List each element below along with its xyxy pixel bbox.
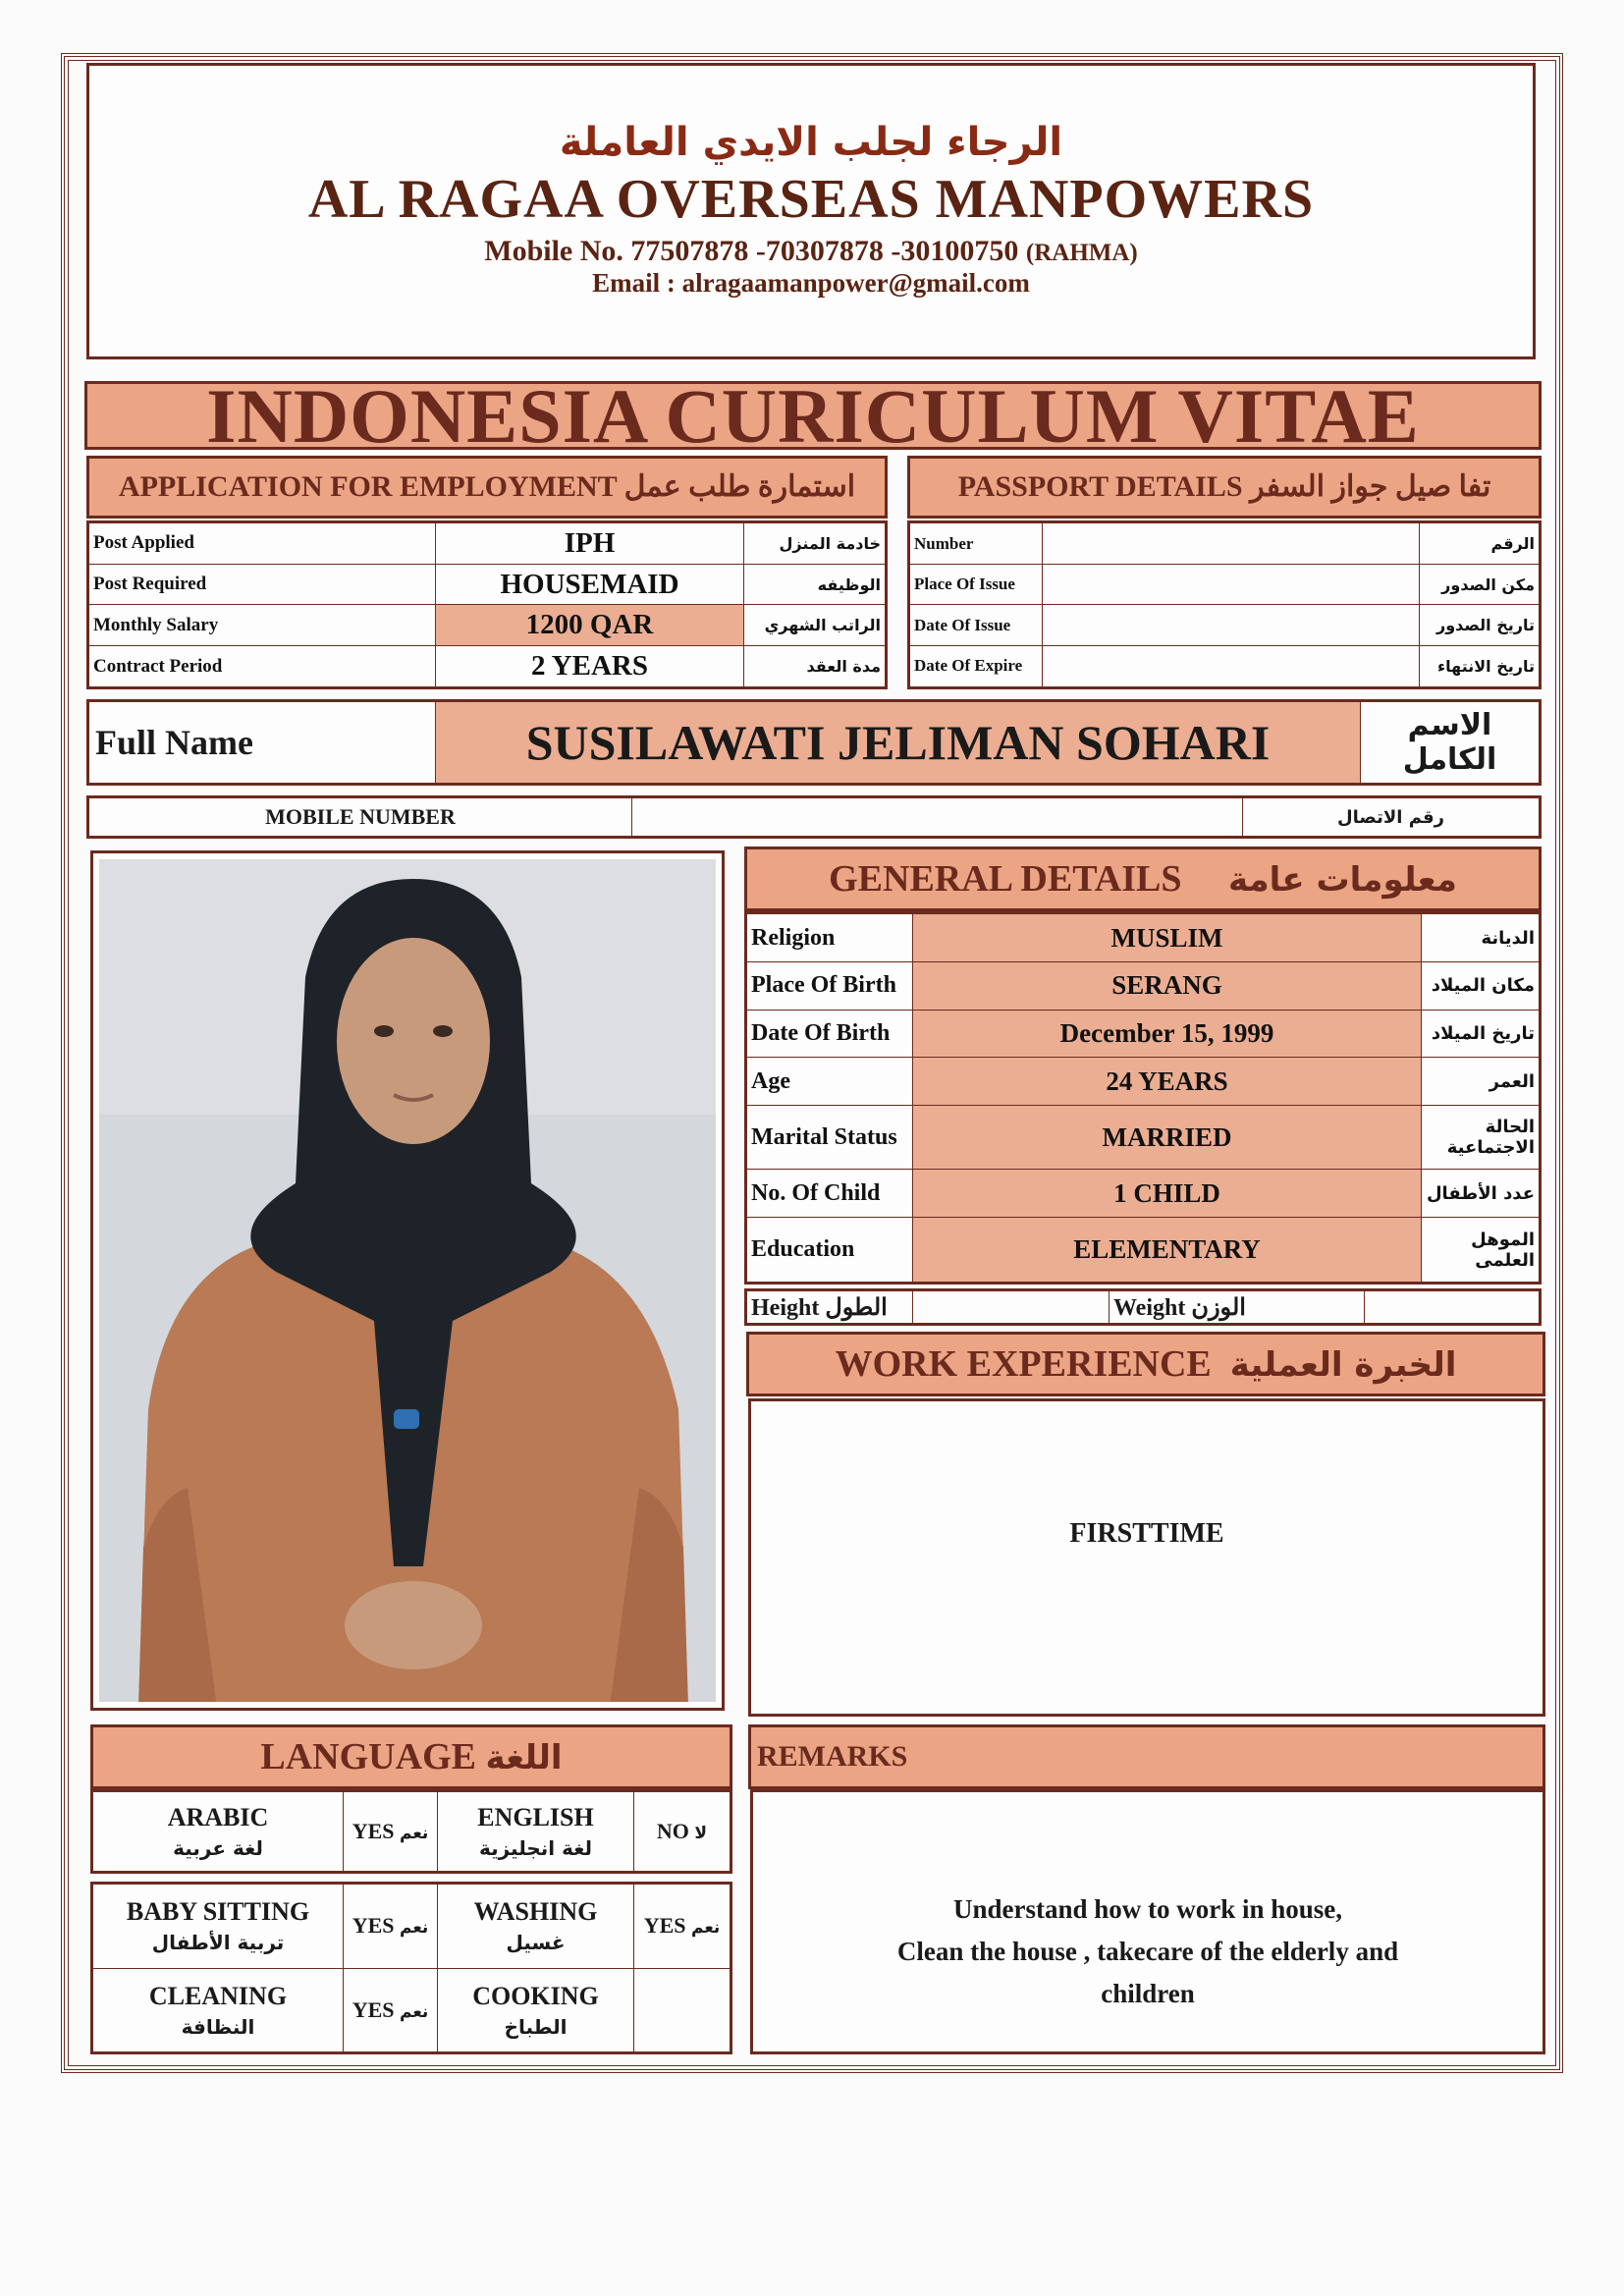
skill-answer-ar: نعم: [690, 1918, 721, 1939]
mobile-number-arabic: رقم الاتصال: [1243, 797, 1541, 838]
general-value: SERANG: [913, 962, 1422, 1011]
passport-arabic: تاريخ الصدور: [1420, 605, 1541, 645]
height-label: Height الطول: [746, 1290, 913, 1325]
general-label: Date Of Birth: [746, 1010, 913, 1058]
table-row: [92, 1968, 731, 2053]
application-arabic: خادمة المنزل: [744, 522, 887, 565]
passport-arabic: تاريخ الانتهاء: [1420, 645, 1541, 687]
table-row: [909, 605, 1541, 645]
general-details-heading-en: GENERAL DETAILS: [829, 858, 1182, 900]
agency-mobile-numbers: Mobile No. 77507878 -70307878 -30100750: [484, 235, 1019, 267]
skill-answer: YES: [352, 1913, 395, 1939]
remarks-line: children: [1101, 1979, 1195, 2008]
skill-name-ar: تربية الأطفال: [151, 1931, 285, 1955]
language-answer-ar: نعم: [399, 1824, 429, 1843]
table-row: [88, 605, 887, 646]
table-row: [746, 962, 1541, 1011]
application-label: Post Applied: [88, 522, 436, 565]
general-details-heading-ar: معلومات عامة: [1227, 860, 1457, 900]
application-label: Post Required: [88, 564, 436, 605]
application-arabic: الوظيفه: [744, 564, 887, 605]
height-weight-row: [744, 1288, 1542, 1326]
passport-value: [1043, 522, 1420, 565]
agency-arabic-name: الرجاء لجلب الايدي العاملة: [559, 120, 1063, 165]
table-row: [746, 1010, 1541, 1058]
skill-answer-ar: نعم: [399, 2001, 429, 2022]
agency-mobile-suffix: (RAHMA): [1025, 240, 1138, 266]
work-experience-body: [748, 1398, 1545, 1717]
general-value: MUSLIM: [913, 913, 1422, 962]
general-label: Marital Status: [746, 1106, 913, 1170]
application-arabic: الراتب الشهري: [744, 605, 887, 646]
skill-name: CLEANING: [148, 1981, 288, 2010]
passport-label: Date Of Issue: [909, 605, 1043, 645]
general-label: Place Of Birth: [746, 962, 913, 1011]
language-heading: [90, 1724, 732, 1789]
agency-mobile: [89, 235, 1533, 268]
application-value: IPH: [436, 522, 744, 565]
work-experience-heading-ar: الخبرة العملية: [1229, 1345, 1457, 1385]
remarks-body: [750, 1789, 1545, 2054]
general-label: Religion: [746, 913, 913, 962]
agency-header: [86, 63, 1536, 359]
general-details-heading: [744, 847, 1542, 911]
application-label: Monthly Salary: [88, 605, 436, 646]
table-row: [92, 1884, 731, 1969]
mobile-number-value: [632, 797, 1243, 838]
skill-name: WASHING: [473, 1897, 598, 1927]
application-label: Contract Period: [88, 646, 436, 688]
passport-label: Date Of Expire: [909, 645, 1043, 687]
cv-title: INDONESIA CURICULUM VITAE: [84, 381, 1542, 450]
table-row: [746, 913, 1541, 962]
mobile-number-row: [86, 795, 1542, 839]
weight-value: [1365, 1290, 1541, 1325]
language-name-ar: لغة انجليزية: [478, 1836, 593, 1860]
table-row: [909, 565, 1541, 605]
passport-heading: PASSPORT DETAILS تفا صيل جواز السفر: [907, 456, 1542, 519]
table-row: [746, 1170, 1541, 1218]
work-experience-heading: [746, 1332, 1545, 1396]
general-value: 1 CHILD: [913, 1170, 1422, 1218]
remarks-line: Clean the house , takecare of the elderly and: [896, 1937, 1399, 1966]
general-details-table: [744, 911, 1542, 1285]
passport-label: Number: [909, 522, 1043, 565]
passport-value: [1043, 645, 1420, 687]
language-table: [90, 1789, 732, 1874]
remarks-line: Understand how to work in house,: [952, 1894, 1343, 1924]
application-arabic: مدة العقد: [744, 646, 887, 688]
table-row: [746, 1058, 1541, 1106]
passport-value: [1043, 605, 1420, 645]
application-value: 1200 QAR: [436, 605, 744, 646]
application-heading: APPLICATION FOR EMPLOYMENT استمارة طلب عمل: [86, 456, 888, 519]
skill-name: BABY SITTING: [126, 1897, 310, 1927]
skill-name-ar: غسيل: [506, 1931, 566, 1955]
remarks-heading: REMARKS: [748, 1724, 1545, 1789]
general-arabic: الحالة الاجتماعية: [1422, 1106, 1541, 1170]
table-row: [909, 645, 1541, 687]
language-name: ENGLISH: [477, 1803, 594, 1831]
full-name-label: Full Name: [88, 701, 436, 785]
general-label: Age: [746, 1058, 913, 1106]
passport-arabic: مكن الصدور: [1420, 565, 1541, 605]
general-arabic: العمر: [1422, 1058, 1541, 1106]
candidate-photo: [90, 850, 725, 1711]
general-label: No. Of Child: [746, 1170, 913, 1218]
table-row: [88, 522, 887, 565]
table-row: [92, 1791, 731, 1873]
skills-table: [90, 1882, 732, 2054]
passport-value: [1043, 565, 1420, 605]
skill-answer: YES: [643, 1913, 686, 1939]
general-value: December 15, 1999: [913, 1010, 1422, 1058]
skill-name-ar: الطباخ: [504, 2014, 568, 2039]
general-label: Education: [746, 1218, 913, 1284]
general-value: ELEMENTARY: [913, 1218, 1422, 1284]
general-arabic: عدد الأطفال: [1422, 1170, 1541, 1218]
skill-name: COOKING: [472, 1981, 599, 2010]
table-row: [88, 646, 887, 688]
agency-name: AL RAGAA OVERSEAS MANPOWERS: [307, 169, 1315, 230]
work-experience-heading-en: WORK EXPERIENCE: [835, 1343, 1212, 1385]
work-experience-value: FIRSTTIME: [1069, 1518, 1224, 1549]
skill-answer: YES: [352, 1996, 395, 2022]
skill-answer-ar: نعم: [399, 1918, 429, 1939]
skill-name-ar: النظافة: [181, 2014, 255, 2039]
general-value: 24 YEARS: [913, 1058, 1422, 1106]
passport-table: [907, 520, 1542, 689]
general-arabic: تاريخ الميلاد: [1422, 1010, 1541, 1058]
full-name-row: [86, 699, 1542, 786]
mobile-number-label: MOBILE NUMBER: [88, 797, 632, 838]
language-name-ar: لغة عربية: [173, 1836, 263, 1860]
table-row: [746, 1218, 1541, 1284]
table-row: [88, 564, 887, 605]
passport-arabic: الرقم: [1420, 522, 1541, 565]
general-value: MARRIED: [913, 1106, 1422, 1170]
language-heading-ar: اللغة: [485, 1738, 563, 1777]
application-table: [86, 520, 888, 689]
language-name: ARABIC: [167, 1803, 269, 1831]
application-value: HOUSEMAID: [436, 564, 744, 605]
table-row: [909, 522, 1541, 565]
general-arabic: مكان الميلاد: [1422, 962, 1541, 1011]
agency-email: Email : alragaamanpower@gmail.com: [592, 268, 1030, 298]
table-row: [746, 1106, 1541, 1170]
general-arabic: الديانة: [1422, 913, 1541, 962]
language-answer: YES: [352, 1819, 395, 1843]
language-heading-en: LANGUAGE: [260, 1736, 476, 1777]
full-name-arabic: الاسم الكامل: [1361, 701, 1541, 785]
language-answer-ar: لا: [694, 1824, 708, 1843]
language-answer: NO: [656, 1819, 689, 1843]
full-name-value: SUSILAWATI JELIMAN SOHARI: [436, 701, 1361, 785]
candidate-photo-image: [99, 859, 716, 1702]
application-value: 2 YEARS: [436, 646, 744, 688]
general-arabic: الموهل العلمى: [1422, 1218, 1541, 1284]
passport-label: Place Of Issue: [909, 565, 1043, 605]
weight-label: Weight الوزن: [1110, 1290, 1365, 1325]
height-value: [913, 1290, 1110, 1325]
